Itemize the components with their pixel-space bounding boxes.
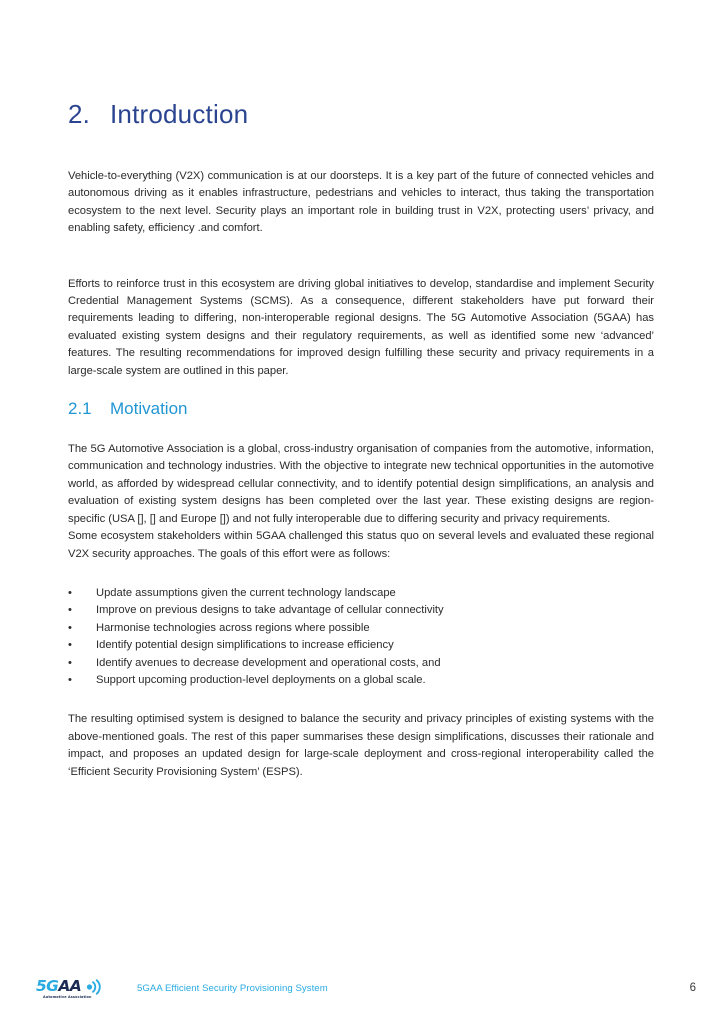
list-item [68,672,654,689]
subsection-heading-title: Motivation [110,399,188,419]
list-item-label: Harmonise technologies across regions where possible [96,621,370,634]
list-item [68,637,654,654]
bullet-marker-icon: • [68,673,72,686]
logo-5g-text: 5G [36,977,59,995]
closing-paragraph: The resulting optimised system is designed to balance the security and privacy principles of existing systems with the above-mentioned goals. The rest of this paper summarises these design simplifications, discusses their rationale and impact, and proposes an updated design for large-scale deployment and cross-regional interoperability called the ‘Efficient Security Provisioning System’ (ESPS). [68,713,654,778]
list-item [68,655,654,672]
motivation-paragraph-1: The 5G Automotive Association is a global, cross-industry organisation of companies from the automotive, information, communication and technology industries. With the objective to integrate new technical opportunities in the automotive world, as afforded by widespread cellular connectivity, and to identify potential design simplifications, an analysis and evaluation of existing system designs has been completed over the last year. These existing designs are region-specific (USA [], [] and Europe []) and not fully interoperable due to differing security and privacy requirements. [68,443,654,525]
motivation-paragraph-2: Some ecosystem stakeholders within 5GAA challenged this status quo on several levels and evaluated these regional V2X security approaches. The goals of this effort were as follows: [68,530,654,560]
intro-paragraph: Vehicle-to-everything (V2X) communication is at our doorsteps. It is a key part of the future of connected vehicles and autonomous driving as it enables infrastructure, pedestrians and vehicles to interact, thus taking the transportation ecosystem to the next level. Security plays an important role in building trust in V2X, protecting users’ privacy, and enabling safety, efficiency .and comfort. [68,170,654,235]
list-item [68,585,654,602]
footer-document-title: 5GAA Efficient Security Provisioning System [137,983,328,994]
subsection-heading [68,380,654,419]
bullet-marker-icon: • [68,621,72,634]
goals-bullet-list [68,585,654,689]
list-item-label: Identify avenues to decrease development and operational costs, and [96,656,441,669]
list-item [68,620,654,637]
bullet-marker-icon: • [68,656,72,669]
list-item-label: Improve on previous designs to take advantage of cellular connectivity [96,604,444,617]
list-item-label: Support upcoming production-level deployments on a global scale. [96,673,426,686]
list-item-label: Update assumptions given the current technology landscape [96,586,396,599]
page-content [68,0,654,781]
subsection-heading-number: 2.1 [68,399,92,419]
bullet-marker-icon: • [68,604,72,617]
section-heading-title: Introduction [110,99,249,129]
5gaa-logo [36,978,108,1004]
logo-aa-text: AA [58,977,82,995]
bullet-marker-icon: • [68,586,72,599]
page-number: 6 [689,982,696,994]
page-footer [0,972,724,1014]
list-item [68,602,654,619]
section-heading-number: 2. [68,99,91,129]
list-item-label: Identify potential design simplifications to increase efficiency [96,639,394,652]
section-heading [68,0,654,130]
bullet-marker-icon: • [68,639,72,652]
second-paragraph: Efforts to reinforce trust in this ecosystem are driving global initiatives to develop, standardise and implement Security Credential Management Systems (SCMS). As a consequence, different stakeholders have put forward their requirements leading to differing, non-interoperable regional designs. The 5G Automotive Association (5GAA) has evaluated existing system designs and their regulatory requirements, as well as identified some new ‘advanced’ features. The resulting recommendations for improved design fulfilling these security and privacy requirements in a large-scale system are outlined in this paper. [68,277,654,377]
logo-tagline: Automotive Association [43,995,92,999]
